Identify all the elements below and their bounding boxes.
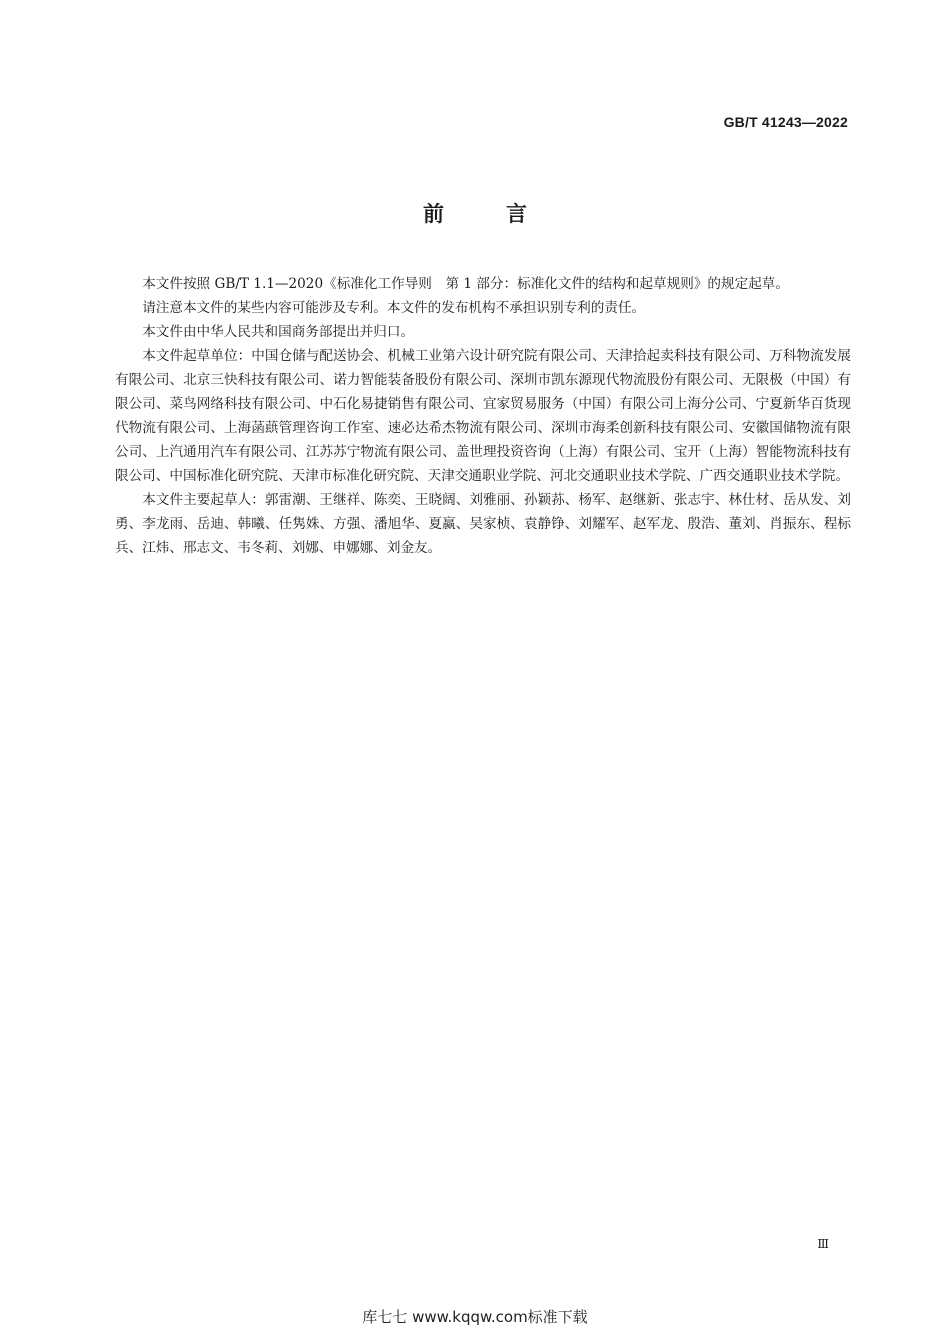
- paragraph-drafters: 本文件主要起草人：郭雷潮、王继祥、陈奕、王晓阔、刘雅丽、孙颖荪、杨军、赵继新、张志宇、林仕材、岳从发、刘勇、李龙雨、岳迪、韩曦、任隽姝、方强、潘旭华、夏赢、吴家桢、袁静铮、刘耀军、赵军龙、殷浩、董刘、肖振东、程标兵、江炜、邢志文、韦冬莉、刘娜、申娜娜、刘金友。: [115, 492, 851, 556]
- paragraph-drafting-units: 本文件起草单位：中国仓储与配送协会、机械工业第六设计研究院有限公司、天津拾起卖科技有限公司、万科物流发展有限公司、北京三快科技有限公司、诺力智能装备股份有限公司、深圳市凯东源现代物流股份有限公司、无限极（中国）有限公司、菜鸟网络科技有限公司、中石化易捷销售有限公司、宜家贸易服务（中国）有限公司上海分公司、宁夏新华百货现代物流有限公司、上海菡蕻管理咨询工作室、速必达希杰物流有限公司、深圳市海柔创新科技有限公司、安徽国储物流有限公司、上汽通用汽车有限公司、江苏苏宁物流有限公司、盖世理投资咨询（上海）有限公司、宝开（上海）智能物流科技有限公司、中国标准化研究院、天津市标准化研究院、天津交通职业学院、河北交通职业技术学院、广西交通职业技术学院。: [115, 348, 851, 484]
- page-number: Ⅲ: [817, 1237, 829, 1251]
- paragraph-patent-notice: 请注意本文件的某些内容可能涉及专利。本文件的发布机构不承担识别专利的责任。: [142, 300, 646, 316]
- footer-watermark: 库七七 www.kqqw.com标准下载: [362, 1308, 588, 1326]
- foreword-body: [115, 272, 851, 560]
- standard-code: GB/T 41243—2022: [723, 114, 848, 130]
- paragraph-drafting-rules: 本文件按照 GB/T 1.1—2020《标准化工作导则 第 1 部分：标准化文件的结构和起草规则》的规定起草。: [142, 276, 789, 292]
- page-title: 前言: [423, 202, 589, 226]
- paragraph-proposer: 本文件由中华人民共和国商务部提出并归口。: [142, 324, 415, 340]
